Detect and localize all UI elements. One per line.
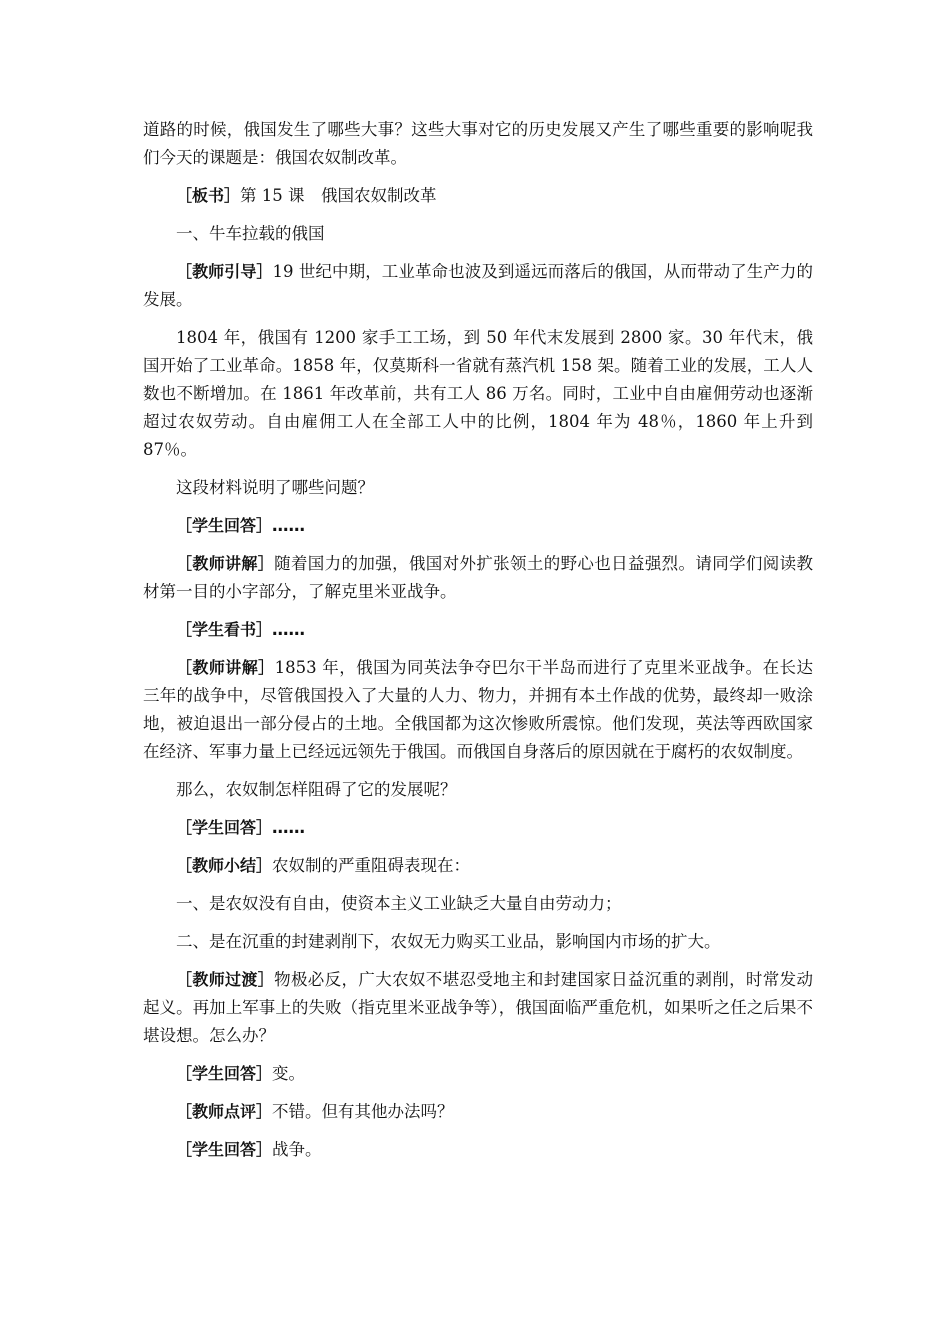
paragraph-text: 农奴制的严重阻碍表现在： [272,856,471,875]
paragraph-teacher-summary [143,852,813,880]
speaker-tag: ［学生回答］ [176,1064,273,1083]
paragraph-text: 不错。但有其他办法吗？ [272,1102,454,1121]
paragraph-teacher-comment [143,1098,813,1126]
paragraph-text: 物极必反，广大农奴不堪忍受地主和封建国家日益沉重的剥削，时常发动起义。再加上军事上的失败（指克里米亚战争等），俄国面临严重危机，如果听之任之后果不堪设想。怎么办？ [143,970,813,1045]
speaker-tag: ［学生回答］ [176,1140,273,1159]
paragraph-question [143,776,813,804]
paragraph-board-note [143,182,813,210]
speaker-tag: ［学生回答］ [176,818,273,837]
speaker-tag: ［教师过渡］ [176,970,275,989]
paragraph-material [143,324,813,464]
paragraph-teacher-guide [143,258,813,314]
paragraph-intro [143,116,813,172]
paragraph-teacher-explain [143,550,813,606]
paragraph-text: 随着国力的加强，俄国对外扩张领土的野心也日益强烈。请同学们阅读教材第一目的小字部分，了解克里米亚战争。 [143,554,813,601]
paragraph-point-one [143,890,813,918]
speaker-tag: ［板书］ [176,186,241,205]
paragraph-text: 战争。 [272,1140,322,1159]
speaker-tag: ［教师小结］ [176,856,273,875]
paragraph-text: 这段材料说明了哪些问题？ [176,478,374,497]
paragraph-text: …… [272,620,306,639]
paragraph-text: 那么，农奴制怎样阻碍了它的发展呢？ [176,780,457,799]
speaker-tag: ［教师点评］ [176,1102,273,1121]
paragraph-student-answer [143,814,813,842]
speaker-tag: ［教师讲解］ [176,658,275,677]
paragraph-question [143,474,813,502]
paragraph-text: …… [272,516,306,535]
paragraph-text: 19 世纪中期，工业革命也波及到遥远而落后的俄国，从而带动了生产力的发展。 [143,262,813,309]
paragraph-text: 第 15 课 俄国农奴制改革 [240,186,437,205]
paragraph-text: 道路的时候，俄国发生了哪些大事？这些大事对它的历史发展又产生了哪些重要的影响呢我们今天的课题是：俄国农奴制改革。 [143,120,813,167]
paragraph-student-answer [143,1060,813,1088]
speaker-tag: ［教师讲解］ [176,554,275,573]
paragraph-student-answer [143,1136,813,1164]
paragraph-text: 1853 年，俄国为同英法争夺巴尔干半岛而进行了克里米亚战争。在长达三年的战争中，尽管俄国投入了大量的人力、物力，并拥有本土作战的优势，最终却一败涂地，被迫退出一部分侵占的土地。全俄国都为这次惨败所震惊。他们发现，英法等西欧国家在经济、军事力量上已经远远领先于俄国。而俄国自身落后的原因就在于腐朽的农奴制度。 [143,658,813,761]
paragraph-student-answer [143,512,813,540]
paragraph-point-two [143,928,813,956]
paragraph-text: …… [272,818,306,837]
paragraph-student-read [143,616,813,644]
speaker-tag: ［学生看书］ [176,620,273,639]
paragraph-text: 一、是农奴没有自由，使资本主义工业缺乏大量自由劳动力； [176,894,622,913]
paragraph-text: 一、牛车拉载的俄国 [176,224,325,243]
section-heading [143,220,813,248]
paragraph-text: 1804 年，俄国有 1200 家手工工场，到 50 年代末发展到 2800 家。30 年代末，俄国开始了工业革命。1858 年，仅莫斯科一省就有蒸汽机 158 架。随着工业的发展，工人人数也不断增加。在 1861 年改革前，共有工人 86 万名。同时，工业中自由雇佣劳动也逐渐超过农奴劳动。自由雇佣工人在全部工人中的比例，1804 年为 48％，1860 年上升到 87％。 [143,328,813,459]
paragraph-text: 二、是在沉重的封建剥削下，农奴无力购买工业品，影响国内市场的扩大。 [176,932,721,951]
paragraph-text: 变。 [272,1064,306,1083]
paragraph-teacher-transition [143,966,813,1050]
speaker-tag: ［学生回答］ [176,516,273,535]
speaker-tag: ［教师引导］ [176,262,273,281]
paragraph-teacher-explain-war [143,654,813,766]
document-page [143,116,813,1174]
